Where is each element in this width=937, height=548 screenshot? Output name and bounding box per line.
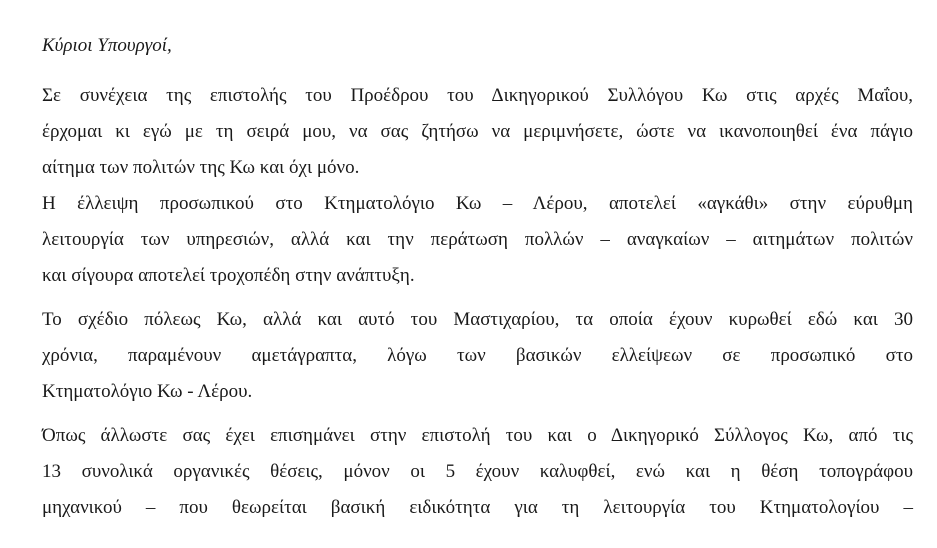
text-line: Σε συνέχεια της επιστολής του Προέδρου του Δικηγορικού Συλλόγου Κω στις αρχές Μαΐου, xyxy=(42,85,913,106)
text-line: λειτουργία των υπηρεσιών, αλλά και την περάτωση πολλών – αναγκαίων – αιτημάτων πολιτών xyxy=(42,229,913,250)
paragraph-2 xyxy=(42,186,913,294)
paragraph-4 xyxy=(42,418,913,526)
text-line: αίτημα των πολιτών της Κω και όχι μόνο. xyxy=(42,157,360,178)
text-line: χρόνια, παραμένουν αμετάγραπτα, λόγω των βασικών ελλείψεων σε προσωπικό στο xyxy=(42,345,913,366)
text-line: Όπως άλλωστε σας έχει επισημάνει στην επιστολή του και ο Δικηγορικό Σύλλογος Κω, από τις xyxy=(42,425,913,446)
paragraph-3 xyxy=(42,302,913,410)
text-line: Κτηματολόγιο Κω - Λέρου. xyxy=(42,381,253,402)
text-line: Η έλλειψη προσωπικού στο Κτηματολόγιο Κω – Λέρου, αποτελεί «αγκάθι» στην εύρυθμη xyxy=(42,193,913,214)
paragraph-1 xyxy=(42,78,913,186)
text-line: Το σχέδιο πόλεως Κω, αλλά και αυτό του Μαστιχαρίου, τα οποία έχουν κυρωθεί εδώ και 30 xyxy=(42,309,913,330)
text-line: έρχομαι κι εγώ με τη σειρά μου, να σας ζητήσω να μεριμνήσετε, ώστε να ικανοποιηθεί ένα πάγιο xyxy=(42,121,913,142)
text-line: και σίγουρα αποτελεί τροχοπέδη στην ανάπτυξη. xyxy=(42,265,415,286)
salutation: Κύριοι Υπουργοί, xyxy=(42,35,172,56)
text-line: 13 συνολικά οργανικές θέσεις, μόνον οι 5 έχουν καλυφθεί, ενώ και η θέση τοπογράφου xyxy=(42,461,913,482)
text-line: μηχανικού – που θεωρείται βασική ειδικότητα για τη λειτουργία του Κτηματολογίου – xyxy=(42,497,913,518)
